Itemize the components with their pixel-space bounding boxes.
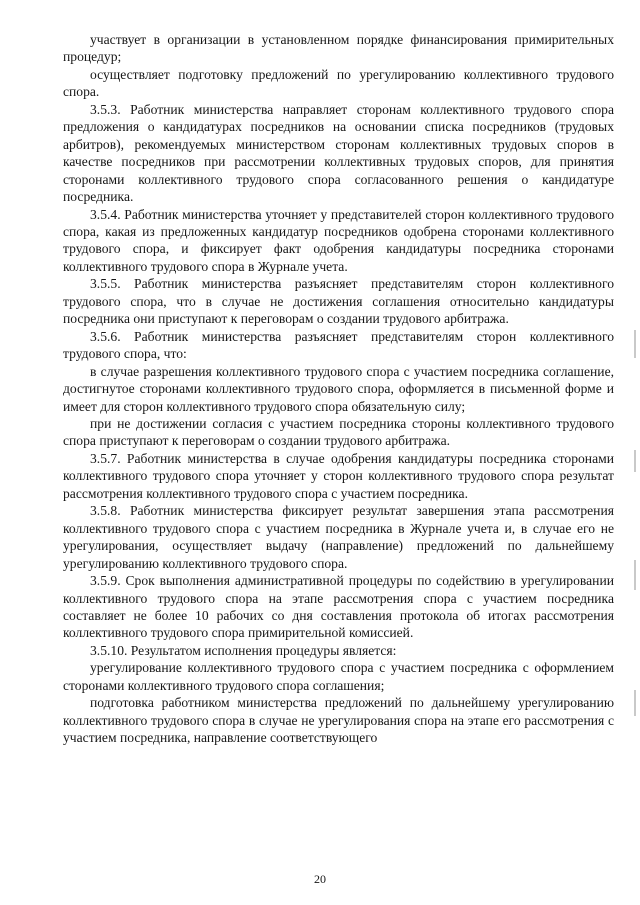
paragraph: в случае разрешения коллективного трудового спора с участием посредника соглашение, достигнутое сторонами коллективного трудового спора, оформляется в письменной форме и имеет для сторон коллективного трудового спора обязательную силу; — [63, 363, 614, 414]
paragraph: 3.5.3. Работник министерства направляет сторонам коллективного трудового спора предложения о кандидатурах посредников на основании списка посредников (трудовых арбитров), рекомендуемых министерством сторонам коллективных трудовых споров в качестве посредников при рассмотрении коллективных трудовых споров, для принятия сторонами коллективного трудового спора согласованного решения о кандидатуре посредника. — [63, 101, 614, 205]
paragraph: 3.5.7. Работник министерства в случае одобрения кандидатуры посредника сторонами коллективного трудового спора уточняет у сторон коллективного трудового спора результат рассмотрения коллективного трудового спора с участием посредника. — [63, 450, 614, 501]
paragraph: осуществляет подготовку предложений по урегулированию коллективного трудового спора. — [63, 66, 614, 100]
paragraph: 3.5.8. Работник министерства фиксирует результат завершения этапа рассмотрения коллективного трудового спора с участием посредника в Журнале учета и, в случае его не урегулирования, осуществляет выдачу (направление) предложений по дальнейшему урегулированию коллективного трудового спора. — [63, 503, 614, 571]
paragraph: 3.5.5. Работник министерства разъясняет представителям сторон коллективного трудового спора, что в случае не достижения соглашения относительно кандидатуры посредника они приступают к переговорам о создании трудового арбитража. — [63, 276, 614, 327]
paragraph: подготовка работником министерства предложений по дальнейшему урегулированию коллективного трудового спора в случае не урегулирования спора на этапе его рассмотрения с участием посредника, направление соответствующего — [63, 695, 614, 746]
paragraph: урегулирование коллективного трудового спора с участием посредника с оформлением сторонами коллективного трудового спора соглашения; — [63, 660, 614, 693]
paragraph: 3.5.10. Результатом исполнения процедуры является: — [90, 642, 397, 658]
page-number: 20 — [314, 872, 326, 886]
scan-mark — [634, 560, 636, 590]
scan-mark — [634, 690, 636, 716]
paragraph: 3.5.9. Срок выполнения административной процедуры по содействию в урегулировании коллективного трудового спора на этапе рассмотрения спора с участием посредника составляет не более 10 рабочих со дня составления протокола об итогах рассмотрения коллективного трудового спора примирительной комиссией. — [63, 573, 614, 641]
paragraph: 3.5.6. Работник министерства разъясняет представителям сторон коллективного трудового спора, что: — [63, 328, 614, 362]
paragraph: участвует в организации в установленном порядке финансирования примирительных процедур; — [63, 32, 614, 65]
scan-edge-marks — [633, 330, 637, 750]
paragraph: 3.5.4. Работник министерства уточняет у представителей сторон коллективного трудового спора, какая из предложенных кандидатур посредников одобрена сторонами коллективного трудового спора, и фиксирует факт одобрения кандидатуры посредника сторонами коллективного трудового спора в Журнале учета. — [63, 206, 614, 274]
scan-mark — [634, 330, 636, 358]
document-body — [63, 31, 614, 747]
scan-mark — [634, 450, 636, 472]
paragraph: при не достижении согласия с участием посредника стороны коллективного трудового спора приступают к переговорам о создании трудового арбитража. — [63, 415, 614, 449]
